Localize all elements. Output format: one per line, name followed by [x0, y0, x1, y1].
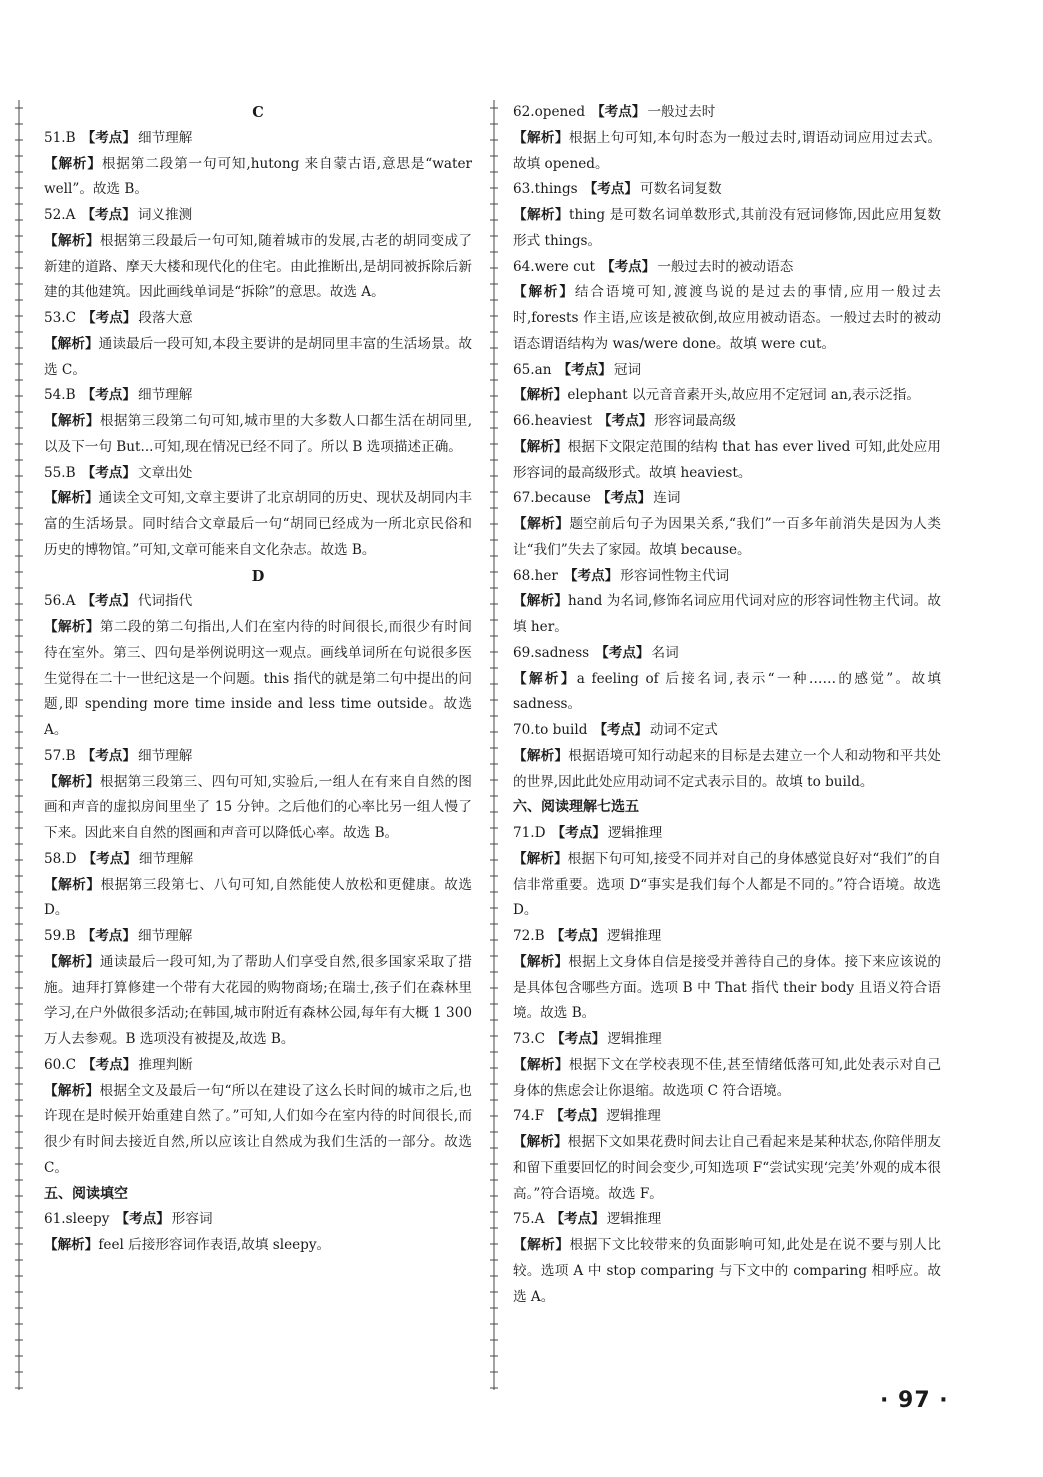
answer-number: 63.things: [513, 181, 578, 198]
explanation-text: 题空前后句子为因果关系,“我们”一百多年前消失是因为人类让“我们”失去了家园。故填 because。: [513, 516, 942, 558]
key-point-topic: 冠词: [613, 361, 642, 378]
key-point-topic: 一般过去时: [647, 104, 716, 120]
key-point-tag: 【考点】: [81, 464, 136, 481]
explanation-text: 根据第三段第三、四句可知,实验后,一组人在有来自自然的图画和声音的虚拟房间里坐了 15 分钟。之后他们的心率比另一组人慢了下来。因此来自自然的图画和声音可以降低心率。故选 B。: [44, 773, 473, 841]
explanation: [44, 229, 472, 306]
key-point-tag: 【考点】: [81, 387, 136, 404]
answer-number: 73.C: [513, 1031, 546, 1047]
answer-number: 53.C: [44, 310, 77, 326]
explanation-text: 通读最后一段可知,本段主要讲的是胡同里丰富的生活场景。故选 C。: [44, 335, 472, 378]
question-answer: [513, 1027, 941, 1053]
explanation: [44, 486, 472, 563]
explanation: [513, 383, 941, 409]
key-point-topic: 推理判断: [138, 1056, 193, 1073]
question-answer: [44, 1053, 472, 1079]
page-number: · 97 ·: [880, 1388, 949, 1413]
left-binding-line: [12, 100, 26, 1390]
answer-number: 56.A: [44, 593, 76, 610]
key-point-tag: 【考点】: [81, 593, 136, 610]
answer-number: 65.an: [513, 361, 552, 378]
explanation-tag: 【解析】: [513, 1134, 568, 1150]
answer-number: 74.F: [513, 1108, 545, 1125]
question-answer: [44, 1207, 472, 1233]
section-letter: D: [251, 567, 265, 585]
key-point-topic: 段落大意: [138, 310, 193, 326]
answer-number: 61.sleepy: [44, 1211, 110, 1228]
question-answer: [44, 744, 472, 770]
explanation-tag: 【解析】: [44, 413, 100, 429]
explanation: [513, 280, 941, 357]
answer-number: 51.B: [44, 129, 76, 146]
key-point-tag: 【考点】: [81, 747, 136, 764]
answer-number: 69.sadness: [513, 644, 590, 661]
explanation: [513, 847, 941, 924]
question-answer: [513, 641, 941, 667]
key-point-topic: 可数名词复数: [640, 181, 722, 198]
key-point-topic: 形容词: [171, 1211, 213, 1228]
question-answer: [513, 821, 941, 847]
answer-number: 58.D: [44, 850, 77, 867]
explanation-tag: 【解析】: [513, 670, 577, 687]
explanation-tag: 【解析】: [513, 438, 568, 455]
explanation-text: 根据第二段第一句可知,hutong 来自蒙古语,意思是“water well”。故选 B。: [44, 155, 472, 198]
explanation-text: 根据第三段第二句可知,城市里的大多数人口都生活在胡同里,以及下一句 But...可知,现在情况已经不同了。所以 B 选项描述正确。: [44, 413, 473, 455]
explanation: [513, 744, 941, 796]
key-point-topic: 细节理解: [138, 850, 194, 867]
question-answer: [513, 924, 941, 950]
key-point-tag: 【考点】: [596, 490, 652, 507]
explanation: [44, 409, 472, 461]
explanation-text: 第二段的第二句指出,人们在室内待的时间很长,而很少有时间待在室外。第三、四句是举例说明这一观点。画线单词所在句说很多医生觉得在二十一世纪这是一个问题。this 指代的就是第二句中提出的问题,即 spending more time inside and less time outside。故选 A。: [44, 619, 473, 738]
key-point-tag: 【考点】: [82, 310, 137, 326]
key-point-tag: 【考点】: [598, 413, 653, 429]
explanation: [44, 950, 472, 1053]
explanation-text: 根据下文限定范围的结构 that has ever lived 可知,此处应用形容词的最高级形式。故填 heaviest。: [513, 438, 942, 481]
explanation-text: 通读最后一段可知,为了帮助人们享受自然,很多国家采取了措施。迪拜打算修建一个带有大花园的购物商场;在瑞士,孩子们在森林里学习,在户外做很多活动;在韩国,城市附近有森林公园,每年有大概 1 300 万人去参观。B 选项没有被提及,故选 B。: [44, 953, 473, 1047]
key-point-topic: 文章出处: [137, 464, 193, 481]
explanation-tag: 【解析】: [513, 1237, 570, 1253]
answer-number: 68.her: [513, 567, 558, 584]
question-answer: [44, 383, 472, 409]
key-point-tag: 【考点】: [595, 644, 650, 661]
explanation-text: hand 为名词,修饰名词应用代词对应的形容词性物主代词。故填 her。: [513, 593, 941, 635]
key-point-tag: 【考点】: [551, 825, 606, 841]
answer-number: 52.A: [44, 207, 76, 223]
key-point-tag: 【考点】: [563, 567, 619, 584]
key-point-tag: 【考点】: [591, 104, 646, 120]
question-answer: [513, 564, 941, 590]
answer-number: 60.C: [44, 1056, 77, 1073]
section-title: 六、阅读理解七选五: [513, 799, 639, 816]
key-point-topic: 代词指代: [137, 593, 193, 610]
answer-number: 70.to build: [513, 722, 588, 738]
answer-number: 64.were cut: [513, 258, 595, 275]
answer-number: 72.B: [513, 928, 545, 944]
question-answer: [44, 847, 472, 873]
section-title: 五、阅读填空: [44, 1185, 128, 1202]
explanation: [513, 1053, 941, 1105]
explanation-tag: 【解析】: [44, 335, 99, 352]
explanation: [44, 332, 472, 384]
key-point-topic: 动词不定式: [649, 722, 718, 738]
question-answer: [44, 589, 472, 615]
key-point-topic: 一般过去时的被动语态: [657, 258, 794, 275]
question-answer: [513, 409, 941, 435]
explanation-text: 根据全文及最后一句“所以在建设了这么长时间的城市之后,也许现在是时候开始重建自然了。”可知,人们如今在室内待的时间很长,而很少有时间去接近自然,所以应该让自然成为我们生活的一部分。故选 C。: [44, 1082, 472, 1176]
explanation-text: a feeling of 后接名词,表示“一种……的感觉”。故填 sadness。: [513, 670, 941, 713]
explanation-tag: 【解析】: [513, 129, 569, 146]
question-answer: [513, 100, 941, 126]
key-point-topic: 逻辑推理: [606, 928, 662, 944]
key-point-topic: 连词: [653, 490, 681, 507]
explanation-tag: 【解析】: [513, 387, 568, 404]
question-answer: [513, 255, 941, 281]
explanation-tag: 【解析】: [513, 747, 569, 764]
key-point-topic: 细节理解: [137, 928, 193, 944]
explanation-tag: 【解析】: [513, 207, 570, 223]
answer-number: 75.A: [513, 1211, 545, 1228]
explanation-tag: 【解析】: [513, 593, 568, 610]
key-point-tag: 【考点】: [115, 1211, 170, 1228]
explanation: [44, 1233, 472, 1259]
question-answer: [513, 1104, 941, 1130]
explanation-text: 根据下文在学校表现不佳,甚至情绪低落可知,此处表示对自己身体的焦虑会让你退缩。故选项 C 符合语境。: [513, 1056, 942, 1099]
explanation-tag: 【解析】: [44, 490, 99, 507]
key-point-topic: 细节理解: [137, 387, 193, 404]
explanation-text: 根据上句可知,本句时态为一般过去时,谓语动词应用过去式。故填 opened。: [513, 129, 942, 172]
explanation: [44, 770, 472, 847]
section-letter: C: [252, 104, 264, 121]
explanation-text: 根据上文身体自信是接受并善待自己的身体。接下来应该说的是具体包含哪些方面。选项 B 中 That 指代 their body 且语义符合语境。故选 B。: [513, 953, 942, 1022]
question-answer: [44, 461, 472, 487]
explanation: [513, 667, 941, 719]
answer-number: 71.D: [513, 825, 546, 841]
explanation-text: 通读全文可知,文章主要讲了北京胡同的历史、现状及胡同内丰富的生活场景。同时结合文章最后一句“胡同已经成为一所北京民俗和历史的博物馆。”可知,文章可能来自文化杂志。故选 B。: [44, 490, 472, 558]
key-point-tag: 【考点】: [551, 1031, 606, 1047]
explanation: [513, 203, 941, 255]
explanation: [513, 1233, 941, 1310]
left-column: [44, 100, 472, 1259]
explanation: [44, 152, 472, 204]
right-column: [513, 100, 941, 1310]
question-answer: [44, 924, 472, 950]
explanation-tag: 【解析】: [44, 619, 100, 635]
explanation-tag: 【解析】: [513, 1056, 569, 1073]
answer-number: 54.B: [44, 387, 76, 404]
key-point-tag: 【考点】: [583, 181, 638, 198]
question-answer: [513, 718, 941, 744]
answer-number: 66.heaviest: [513, 413, 593, 429]
key-point-tag: 【考点】: [601, 258, 656, 275]
explanation: [513, 950, 941, 1027]
explanation-tag: 【解析】: [513, 516, 570, 532]
explanation-tag: 【解析】: [44, 1082, 100, 1099]
question-answer: [513, 177, 941, 203]
explanation-text: 根据下文比较带来的负面影响可知,此处是在说不要与别人比较。选项 A 中 stop comparing 与下文中的 comparing 相呼应。故选 A。: [513, 1237, 942, 1305]
explanation-text: 结合语境可知,渡渡鸟说的是过去的事情,应用一般过去时,forests 作主语,应该是被砍倒,故应用被动语态。一般过去时的被动语态谓语结构为 was/were done。故填 were cut。: [513, 284, 942, 352]
key-point-topic: 逻辑推理: [607, 1031, 662, 1047]
key-point-topic: 词义推测: [137, 207, 193, 223]
explanation-tag: 【解析】: [44, 773, 100, 790]
explanation: [44, 1079, 472, 1182]
key-point-topic: 细节理解: [137, 747, 193, 764]
explanation-tag: 【解析】: [513, 953, 569, 970]
explanation-tag: 【解析】: [513, 284, 575, 301]
explanation: [44, 873, 472, 925]
key-point-topic: 逻辑推理: [606, 1211, 662, 1228]
explanation: [513, 126, 941, 178]
key-point-tag: 【考点】: [593, 722, 648, 738]
explanation-text: 根据第三段第七、八句可知,自然能使人放松和更健康。故选 D。: [44, 876, 473, 919]
key-point-tag: 【考点】: [550, 928, 605, 944]
answer-number: 59.B: [44, 928, 76, 944]
key-point-tag: 【考点】: [557, 361, 612, 378]
question-answer: [44, 126, 472, 152]
key-point-tag: 【考点】: [82, 1056, 137, 1073]
explanation-text: feel 后接形容词作表语,故填 sleepy。: [98, 1237, 331, 1253]
question-answer: [513, 486, 941, 512]
explanation: [513, 512, 941, 564]
answer-number: 62.opened: [513, 104, 586, 120]
key-point-tag: 【考点】: [81, 928, 136, 944]
explanation-text: 根据下句可知,接受不同并对自己的身体感觉良好对“我们”的自信非常重要。选项 D“事实是我们每个人都是不同的。”符合语境。故选 D。: [513, 850, 942, 919]
explanation-tag: 【解析】: [44, 876, 101, 893]
key-point-tag: 【考点】: [81, 129, 136, 146]
key-point-topic: 形容词性物主代词: [620, 567, 730, 584]
explanation-text: 根据下文如果花费时间去让自己看起来是某种状态,你陪伴朋友和留下重要回忆的时间会变少,可知选项 F“尝试实现‘完美’外观的成本很高。”符合语境。故选 F。: [513, 1134, 941, 1202]
explanation-tag: 【解析】: [513, 850, 568, 867]
explanation-text: 根据第三段最后一句可知,随着城市的发展,古老的胡同变成了新建的道路、摩天大楼和现代化的住宅。由此推断出,是胡同被拆除后新建的其他建筑。因此画线单词是“拆除”的意思。故选 A。: [44, 232, 473, 301]
explanation-text: 根据语境可知行动起来的目标是去建立一个人和动物和平共处的世界,因此此处应用动词不定式表示目的。故填 to build。: [513, 747, 942, 790]
key-point-topic: 逻辑推理: [606, 1108, 661, 1125]
explanation-text: elephant 以元音音素开头,故应用不定冠词 an,表示泛指。: [567, 387, 921, 404]
key-point-tag: 【考点】: [81, 207, 136, 223]
center-divider-line: [487, 100, 501, 1390]
explanation-tag: 【解析】: [44, 953, 100, 970]
question-answer: [44, 203, 472, 229]
key-point-topic: 名词: [651, 644, 679, 661]
key-point-tag: 【考点】: [550, 1108, 605, 1125]
key-point-tag: 【考点】: [550, 1211, 605, 1228]
key-point-tag: 【考点】: [82, 850, 137, 867]
answer-number: 57.B: [44, 747, 76, 764]
explanation: [513, 435, 941, 487]
answer-number: 67.because: [513, 490, 591, 507]
explanation: [513, 589, 941, 641]
explanation-tag: 【解析】: [44, 1237, 99, 1253]
question-answer: [513, 1207, 941, 1233]
explanation-tag: 【解析】: [44, 155, 102, 172]
explanation: [513, 1130, 941, 1207]
key-point-topic: 细节理解: [137, 129, 193, 146]
explanation: [44, 615, 472, 744]
question-answer: [513, 358, 941, 384]
key-point-topic: 逻辑推理: [607, 825, 663, 841]
answer-number: 55.B: [44, 464, 76, 481]
explanation-text: thing 是可数名词单数形式,其前没有冠词修饰,因此应用复数形式 things。: [513, 207, 942, 249]
key-point-topic: 形容词最高级: [654, 413, 736, 429]
explanation-tag: 【解析】: [44, 232, 100, 249]
question-answer: [44, 306, 472, 332]
